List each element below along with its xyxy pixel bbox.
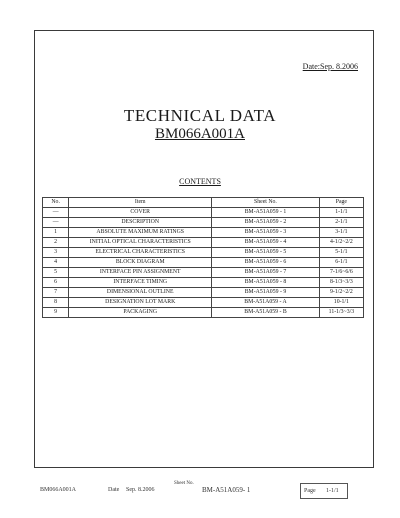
cell-no: 8 (43, 298, 69, 308)
footer-sheet-label: Sheet No. (174, 481, 194, 486)
contents-heading: CONTENTS (179, 177, 221, 186)
cell-no: — (43, 218, 69, 228)
cell-item: BLOCK DIAGRAM (69, 258, 212, 268)
cell-no: 2 (43, 238, 69, 248)
column-header-page: Page (319, 198, 363, 208)
column-header-no: No. (43, 198, 69, 208)
contents-table (42, 197, 364, 318)
footer-model: BM066A001A (40, 487, 77, 493)
footer-page-label: Page (304, 488, 316, 494)
cell-item: COVER (69, 208, 212, 218)
table-row (43, 238, 364, 248)
cell-sheet-no: BM-A51A059 - 3 (212, 228, 320, 238)
cell-no: 5 (43, 268, 69, 278)
table-row (43, 208, 364, 218)
cell-page: 11-1/3~3/3 (319, 308, 363, 318)
cell-no: 3 (43, 248, 69, 258)
cell-page: 5-1/1 (319, 248, 363, 258)
cell-no: 9 (43, 308, 69, 318)
cell-item: INTERFACE TIMING (69, 278, 212, 288)
cell-sheet-no: BM-A51A059 - 5 (212, 248, 320, 258)
table-row (43, 218, 364, 228)
table-header-row (43, 198, 364, 208)
cell-no: 4 (43, 258, 69, 268)
table-row (43, 288, 364, 298)
column-header-sheet-no: Sheet No. (212, 198, 320, 208)
cell-no: — (43, 208, 69, 218)
table-row (43, 308, 364, 318)
cell-page: 3-1/1 (319, 228, 363, 238)
cell-sheet-no: BM-A51A059 - 6 (212, 258, 320, 268)
footer-date-label: Date (108, 487, 120, 493)
table-row (43, 268, 364, 278)
cell-sheet-no: BM-A51A059 - 4 (212, 238, 320, 248)
document-title: TECHNICAL DATA (123, 106, 277, 125)
contents-table-body (43, 208, 364, 318)
cell-item: DESIGNATION LOT MARK (69, 298, 212, 308)
cell-item: DESCRIPTION (69, 218, 212, 228)
cell-sheet-no: BM-A51A059 - 9 (212, 288, 320, 298)
cell-item: ABSOLUTE MAXIMUM RATINGS (69, 228, 212, 238)
table-row (43, 258, 364, 268)
cell-page: 2-1/1 (319, 218, 363, 228)
cell-item: DIMENSIONAL OUTLINE (69, 288, 212, 298)
table-row (43, 298, 364, 308)
document-date: Date:Sep. 8.2006 (302, 62, 358, 71)
cell-sheet-no: BM-A51A059 - B (212, 308, 320, 318)
footer-sheet-value: BM-A51A059- 1 (202, 486, 251, 494)
table-row (43, 248, 364, 258)
footer (34, 480, 372, 502)
cell-page: 10-1/1 (319, 298, 363, 308)
footer-page-value: 1-1/1 (326, 488, 339, 494)
cell-item: INITIAL OPTICAL CHARACTERISTICS (69, 238, 212, 248)
cell-page: 7-1/6~6/6 (319, 268, 363, 278)
cell-item: INTERFACE PIN ASSIGNMENT (69, 268, 212, 278)
cell-item: PACKAGING (69, 308, 212, 318)
cell-sheet-no: BM-A51A059 - A (212, 298, 320, 308)
cell-sheet-no: BM-A51A059 - 7 (212, 268, 320, 278)
footer-date-value: Sep. 8.2006 (126, 487, 155, 493)
cell-page: 8-1/3~3/3 (319, 278, 363, 288)
cell-page: 4-1/2~2/2 (319, 238, 363, 248)
column-header-item: Item (69, 198, 212, 208)
table-row (43, 228, 364, 238)
cell-sheet-no: BM-A51A059 - 1 (212, 208, 320, 218)
cell-item: ELECTRICAL CHARACTERISTICS (69, 248, 212, 258)
cell-no: 7 (43, 288, 69, 298)
cell-no: 1 (43, 228, 69, 238)
cell-no: 6 (43, 278, 69, 288)
model-number: BM066A001A (154, 126, 245, 142)
cell-page: 1-1/1 (319, 208, 363, 218)
cell-sheet-no: BM-A51A059 - 8 (212, 278, 320, 288)
cell-page: 6-1/1 (319, 258, 363, 268)
table-row (43, 278, 364, 288)
cell-sheet-no: BM-A51A059 - 2 (212, 218, 320, 228)
cell-page: 9-1/2~2/2 (319, 288, 363, 298)
